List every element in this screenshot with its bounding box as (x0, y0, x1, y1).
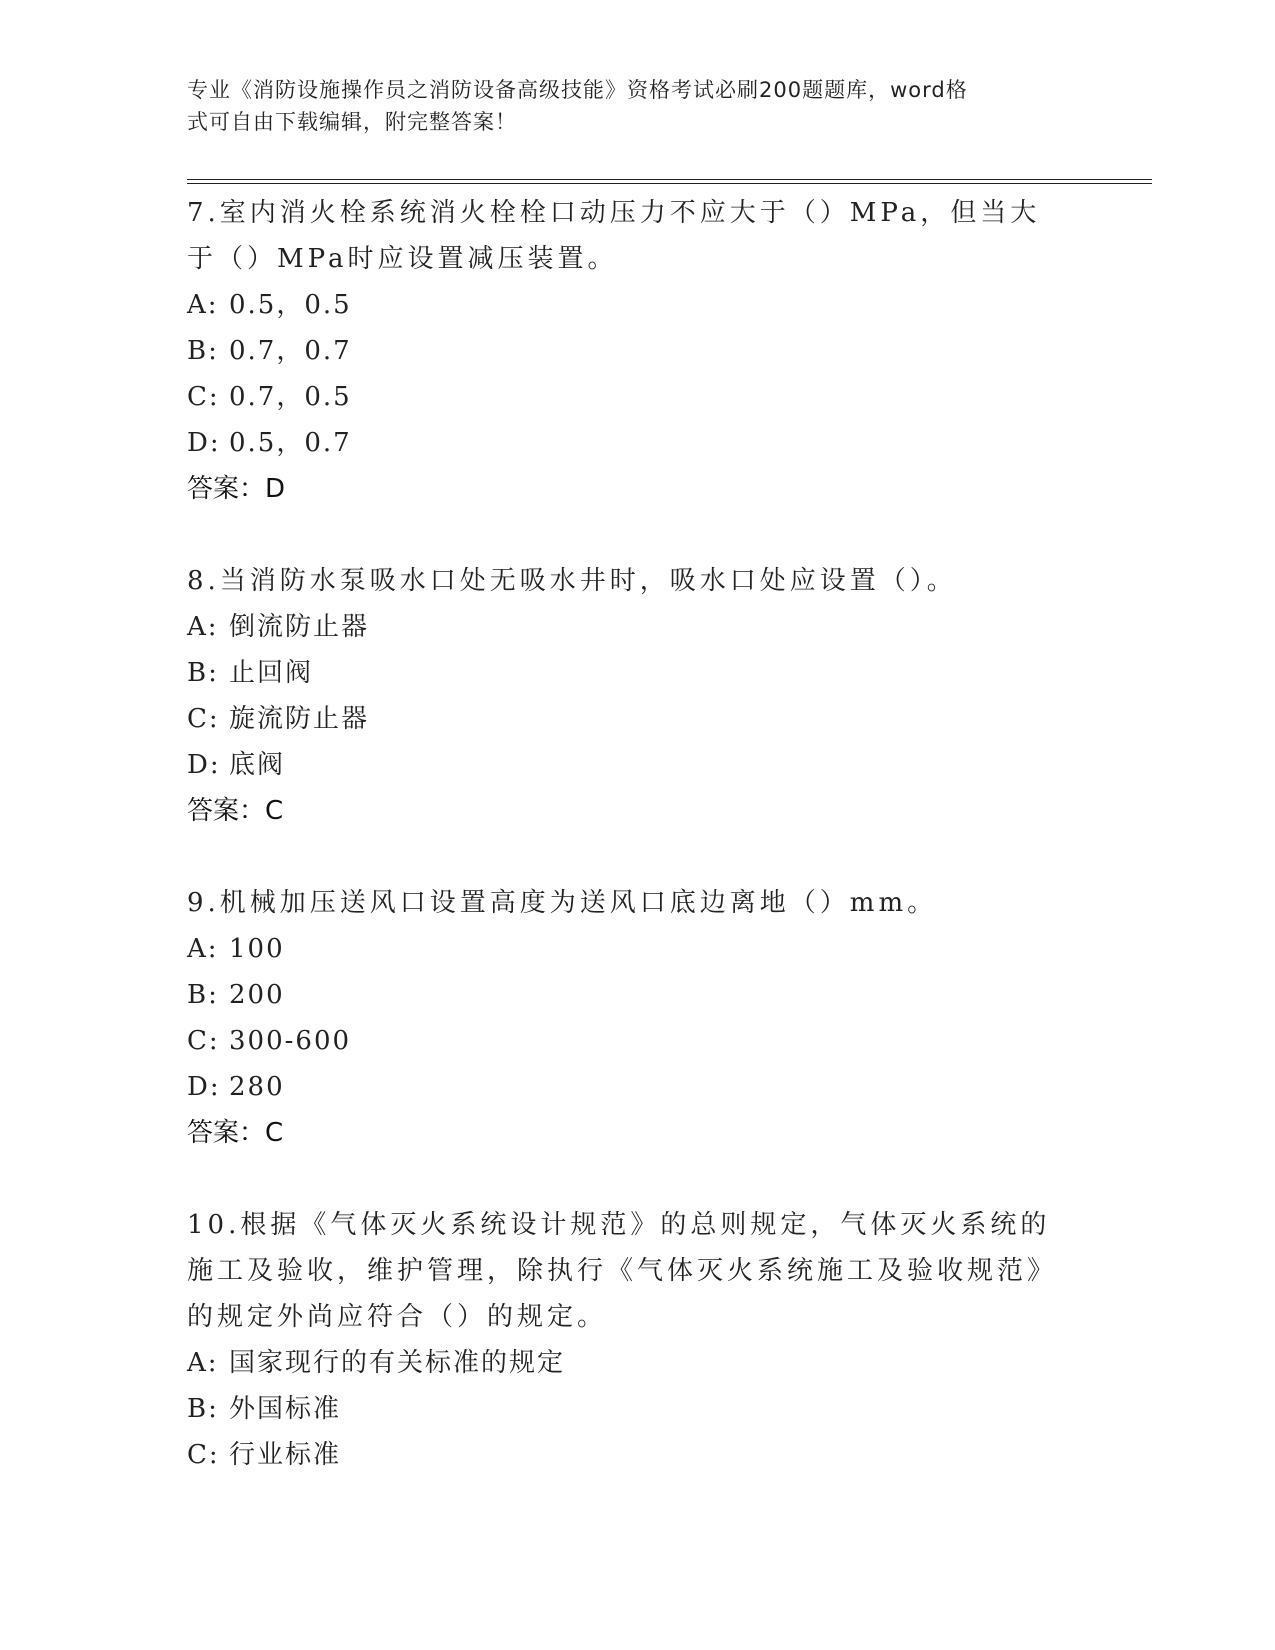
answer-label: 答案：C (187, 1118, 284, 1148)
option-letter: D: (187, 1072, 221, 1102)
header-line-1: 专业《消防设施操作员之消防设备高级技能》资格考试必刷200题题库，word格 (187, 78, 968, 102)
option-d (187, 742, 1087, 788)
option-c (187, 1432, 1087, 1478)
option-text: 旋流防止器 (229, 704, 370, 734)
option-text: 止回阀 (229, 658, 314, 688)
option-letter: B: (187, 658, 219, 688)
option-text: 国家现行的有关标准的规定 (229, 1348, 566, 1378)
option-d (187, 1064, 1087, 1110)
question-text: 10.根据《气体灭火系统设计规范》的总则规定，气体灭火系统的施工及验收，维护管理，除执行《气体灭火系统施工及验收规范》的规定外尚应符合（）的规定。 (187, 1210, 1058, 1332)
document-header (187, 74, 1067, 138)
question-text: 7.室内消火栓系统消火栓栓口动压力不应大于（）MPa，但当大于（）MPa时应设置减压装置。 (187, 198, 1041, 274)
option-c (187, 1018, 1087, 1064)
answer-label: 答案：C (187, 796, 284, 826)
option-text: 倒流防止器 (229, 612, 370, 642)
option-c (187, 374, 1087, 420)
option-b (187, 972, 1087, 1018)
option-letter: C: (187, 1440, 220, 1470)
option-letter: B: (187, 1394, 219, 1424)
option-text: 0.5，0.7 (229, 428, 352, 458)
option-letter: D: (187, 750, 221, 780)
option-d (187, 420, 1087, 466)
question-9 (187, 880, 1087, 1156)
question-7 (187, 190, 1087, 512)
option-text: 行业标准 (229, 1440, 342, 1470)
option-letter: A: (187, 290, 219, 320)
option-b (187, 328, 1087, 374)
option-letter: C: (187, 704, 220, 734)
option-text: 300-600 (229, 1026, 352, 1056)
option-letter: B: (187, 336, 219, 366)
option-letter: A: (187, 1348, 219, 1378)
option-text: 底阀 (229, 750, 286, 780)
option-text: 0.7，0.7 (229, 336, 352, 366)
option-text: 200 (229, 980, 285, 1010)
question-list (187, 190, 1087, 1524)
option-text: 外国标准 (229, 1394, 342, 1424)
option-a (187, 926, 1087, 972)
option-a (187, 604, 1087, 650)
option-letter: C: (187, 1026, 220, 1056)
option-letter: B: (187, 980, 219, 1010)
option-text: 0.5，0.5 (229, 290, 352, 320)
header-divider-top (187, 179, 1152, 180)
question-text: 9.机械加压送风口设置高度为送风口底边离地（）mm。 (187, 888, 938, 918)
header-line-2: 式可自由下载编辑，附完整答案！ (187, 110, 517, 134)
option-letter: A: (187, 612, 219, 642)
option-text: 280 (229, 1072, 285, 1102)
header-divider-bottom (187, 183, 1152, 184)
option-a (187, 1340, 1087, 1386)
option-a (187, 282, 1087, 328)
option-letter: A: (187, 934, 219, 964)
question-10 (187, 1202, 1087, 1478)
option-c (187, 696, 1087, 742)
option-b (187, 1386, 1087, 1432)
question-text: 8.当消防水泵吸水口处无吸水井时，吸水口处应设置（）。 (187, 566, 957, 596)
option-b (187, 650, 1087, 696)
option-letter: C: (187, 382, 220, 412)
option-text: 0.7，0.5 (229, 382, 352, 412)
answer-label: 答案：D (187, 474, 286, 504)
option-letter: D: (187, 428, 221, 458)
option-text: 100 (229, 934, 285, 964)
question-8 (187, 558, 1087, 834)
